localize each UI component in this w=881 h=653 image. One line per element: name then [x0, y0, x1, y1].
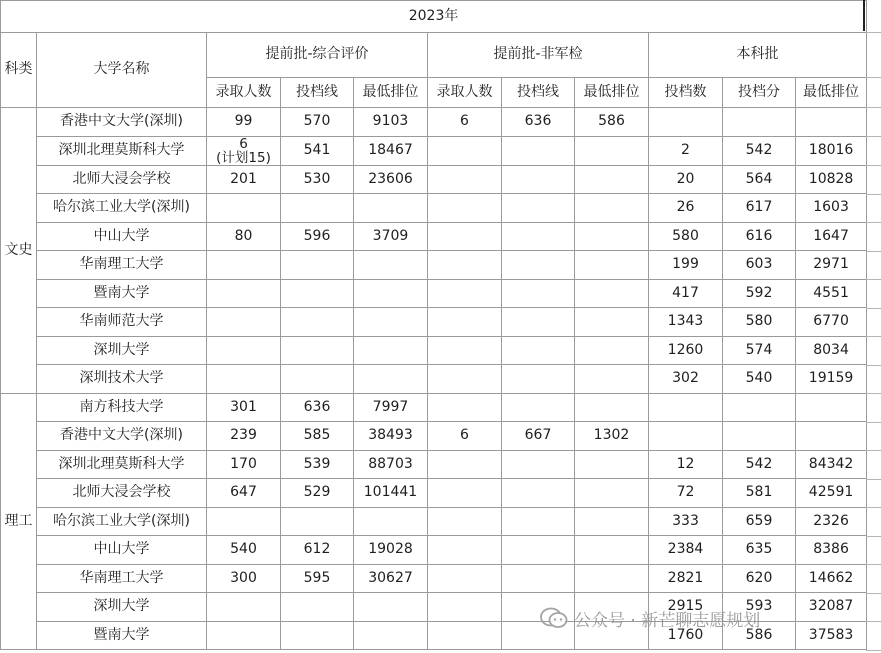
gridline — [866, 32, 881, 33]
table-cell — [796, 393, 867, 422]
table-cell: 19159 — [796, 365, 867, 394]
table-cell: 8386 — [796, 536, 867, 565]
subcol-header: 最低排位 — [575, 78, 649, 108]
table-cell: 636 — [502, 108, 575, 137]
table-cell: 603 — [723, 251, 796, 280]
table-cell: 239 — [207, 422, 281, 451]
gridline — [866, 393, 881, 394]
table-cell — [428, 222, 502, 251]
gridline — [866, 479, 881, 480]
table-cell: 667 — [502, 422, 575, 451]
university-name: 暨南大学 — [37, 621, 207, 650]
table-cell: 88703 — [354, 450, 428, 479]
table-cell: 1647 — [796, 222, 867, 251]
subcol-header: 投档分 — [723, 78, 796, 108]
table-cell — [207, 251, 281, 280]
table-cell: 581 — [723, 479, 796, 508]
table-cell — [428, 251, 502, 280]
table-cell — [207, 621, 281, 650]
gridline — [866, 593, 881, 594]
table-cell — [502, 308, 575, 337]
table-cell: 14662 — [796, 564, 867, 593]
table-cell: 636 — [281, 393, 354, 422]
table-cell — [575, 450, 649, 479]
watermark — [540, 600, 760, 636]
table-cell: 18467 — [354, 136, 428, 165]
table-cell: 19028 — [354, 536, 428, 565]
table-cell — [281, 336, 354, 365]
table-cell — [502, 507, 575, 536]
table-cell — [502, 336, 575, 365]
table-cell: 3709 — [354, 222, 428, 251]
gridline — [866, 77, 881, 78]
university-name: 哈尔滨工业大学(深圳) — [37, 507, 207, 536]
table-cell: 170 — [207, 450, 281, 479]
table-row — [1, 479, 867, 508]
table-cell: 201 — [207, 165, 281, 194]
table-cell — [502, 136, 575, 165]
table-cell — [207, 507, 281, 536]
table-cell — [281, 621, 354, 650]
table-cell: 101441 — [354, 479, 428, 508]
table-cell — [502, 279, 575, 308]
header-row-1 — [1, 33, 867, 78]
subcol-header: 投档数 — [649, 78, 723, 108]
table-cell — [575, 279, 649, 308]
table-cell — [354, 251, 428, 280]
table-cell — [207, 279, 281, 308]
table-cell — [502, 536, 575, 565]
table-cell: 2384 — [649, 536, 723, 565]
table-cell: 2971 — [796, 251, 867, 280]
table-cell: 72 — [649, 479, 723, 508]
table-row — [1, 536, 867, 565]
university-name: 深圳大学 — [37, 593, 207, 622]
table-cell — [502, 251, 575, 280]
table-cell: 12 — [649, 450, 723, 479]
table-cell: 540 — [723, 365, 796, 394]
table-row — [1, 365, 867, 394]
table-cell: 542 — [723, 136, 796, 165]
university-name: 哈尔滨工业大学(深圳) — [37, 194, 207, 223]
table-cell — [575, 251, 649, 280]
table-cell: 42591 — [796, 479, 867, 508]
table-row — [1, 165, 867, 194]
table-cell — [428, 564, 502, 593]
table-cell: 1603 — [796, 194, 867, 223]
table-cell — [575, 393, 649, 422]
table-cell — [354, 365, 428, 394]
table-row — [1, 564, 867, 593]
table-cell: 595 — [281, 564, 354, 593]
table-cell — [281, 365, 354, 394]
table-cell: 6770 — [796, 308, 867, 337]
table-cell — [575, 336, 649, 365]
table-cell — [428, 450, 502, 479]
table-overflow-edge — [866, 0, 881, 653]
gridline — [866, 308, 881, 309]
title-row — [1, 1, 867, 33]
gridline — [866, 536, 881, 537]
table-cell: 580 — [723, 308, 796, 337]
table-cell: 529 — [281, 479, 354, 508]
table-cell: 302 — [649, 365, 723, 394]
table-cell: 333 — [649, 507, 723, 536]
table-cell: 2915 — [649, 593, 723, 622]
gridline — [866, 507, 881, 508]
table-cell — [281, 251, 354, 280]
table-cell — [723, 393, 796, 422]
table-row — [1, 308, 867, 337]
table-cell: 542 — [723, 450, 796, 479]
table-cell — [428, 593, 502, 622]
subcol-header: 录取人数 — [207, 78, 281, 108]
table-cell: 8034 — [796, 336, 867, 365]
table-cell: 9103 — [354, 108, 428, 137]
table-cell: 592 — [723, 279, 796, 308]
university-name: 北师大浸会学校 — [37, 165, 207, 194]
subject-header: 科类 — [1, 33, 37, 108]
table-cell: 616 — [723, 222, 796, 251]
table-row — [1, 393, 867, 422]
table-cell — [502, 222, 575, 251]
university-header: 大学名称 — [37, 33, 207, 108]
table-cell: 99 — [207, 108, 281, 137]
table-cell — [354, 507, 428, 536]
table-cell — [575, 365, 649, 394]
table-cell — [428, 393, 502, 422]
table-cell: 1302 — [575, 422, 649, 451]
gridline — [866, 365, 881, 366]
gridline — [866, 251, 881, 252]
table-cell — [575, 194, 649, 223]
subcol-header: 最低排位 — [354, 78, 428, 108]
table-row — [1, 222, 867, 251]
table-cell: 23606 — [354, 165, 428, 194]
table-cell — [575, 507, 649, 536]
table-row — [1, 279, 867, 308]
university-name: 香港中文大学(深圳) — [37, 422, 207, 451]
table-row — [1, 194, 867, 223]
university-name: 北师大浸会学校 — [37, 479, 207, 508]
table-cell: 585 — [281, 422, 354, 451]
table-cell — [207, 194, 281, 223]
table-cell: 617 — [723, 194, 796, 223]
table-cell — [575, 222, 649, 251]
subcol-header: 录取人数 — [428, 78, 502, 108]
table-cell: 6 — [428, 422, 502, 451]
table-cell: 540 — [207, 536, 281, 565]
gridline — [866, 422, 881, 423]
table-cell — [428, 365, 502, 394]
group-header-comprehensive: 提前批-综合评价 — [207, 33, 428, 78]
watermark-text: 公众号 · 新芒聊志愿规划 — [574, 610, 761, 631]
university-name: 南方科技大学 — [37, 393, 207, 422]
university-name: 深圳北理莫斯科大学 — [37, 450, 207, 479]
table-cell: 620 — [723, 564, 796, 593]
gridline — [866, 564, 881, 565]
table-cell — [207, 365, 281, 394]
table-cell — [428, 479, 502, 508]
university-name: 华南理工大学 — [37, 564, 207, 593]
university-name: 华南理工大学 — [37, 251, 207, 280]
table-cell: 539 — [281, 450, 354, 479]
table-cell — [207, 308, 281, 337]
table-cell — [428, 136, 502, 165]
table-cell — [354, 308, 428, 337]
table-cell: 32087 — [796, 593, 867, 622]
table-cell: 2821 — [649, 564, 723, 593]
table-cell: 18016 — [796, 136, 867, 165]
table-cell: 593 — [723, 593, 796, 622]
university-name: 深圳大学 — [37, 336, 207, 365]
table-cell — [502, 479, 575, 508]
table-row — [1, 108, 867, 137]
table-cell — [354, 593, 428, 622]
table-cell — [354, 336, 428, 365]
table-cell — [428, 336, 502, 365]
table-cell — [502, 194, 575, 223]
table-cell — [502, 365, 575, 394]
table-cell — [354, 621, 428, 650]
gridline — [866, 336, 881, 337]
table-cell: 570 — [281, 108, 354, 137]
table-cell: 38493 — [354, 422, 428, 451]
table-cell: 586 — [723, 621, 796, 650]
university-name: 中山大学 — [37, 222, 207, 251]
university-name: 深圳北理莫斯科大学 — [37, 136, 207, 165]
table-row — [1, 422, 867, 451]
table-cell: 574 — [723, 336, 796, 365]
table-cell — [207, 593, 281, 622]
table-cell: 20 — [649, 165, 723, 194]
table-cell — [354, 279, 428, 308]
gridline — [866, 107, 881, 108]
table-cell: 30627 — [354, 564, 428, 593]
gridline — [866, 650, 881, 651]
table-cell: 26 — [649, 194, 723, 223]
table-cell: 580 — [649, 222, 723, 251]
table-cell: 6 — [428, 108, 502, 137]
table-cell — [502, 393, 575, 422]
table-cell — [649, 393, 723, 422]
table-cell: 80 — [207, 222, 281, 251]
table-cell — [428, 536, 502, 565]
table-cell — [428, 194, 502, 223]
table-cell — [575, 536, 649, 565]
table-cell — [575, 479, 649, 508]
table-cell: 541 — [281, 136, 354, 165]
table-cell — [575, 308, 649, 337]
table-cell: 2326 — [796, 507, 867, 536]
table-cell — [281, 194, 354, 223]
table-cell — [428, 279, 502, 308]
table-cell — [502, 165, 575, 194]
table-cell — [649, 422, 723, 451]
edge-line — [863, 0, 865, 31]
table-cell — [428, 507, 502, 536]
table-cell — [354, 194, 428, 223]
subcol-header: 最低排位 — [796, 78, 867, 108]
university-name: 华南师范大学 — [37, 308, 207, 337]
table-cell — [723, 422, 796, 451]
university-name: 中山大学 — [37, 536, 207, 565]
subcol-header: 投档线 — [502, 78, 575, 108]
table-cell: 659 — [723, 507, 796, 536]
table-cell — [428, 308, 502, 337]
table-cell — [796, 108, 867, 137]
gridline — [866, 450, 881, 451]
subject-category: 文史 — [1, 108, 37, 394]
table-row — [1, 336, 867, 365]
table-cell: 6 (计划15) — [207, 136, 281, 165]
wechat-channel-icon — [540, 606, 568, 630]
gridline — [866, 194, 881, 195]
table-cell: 10828 — [796, 165, 867, 194]
table-cell: 84342 — [796, 450, 867, 479]
gridline — [866, 222, 881, 223]
gridline — [866, 279, 881, 280]
table-cell: 635 — [723, 536, 796, 565]
university-name: 香港中文大学(深圳) — [37, 108, 207, 137]
table-row — [1, 136, 867, 165]
table-cell: 647 — [207, 479, 281, 508]
table-cell — [281, 507, 354, 536]
table-cell: 586 — [575, 108, 649, 137]
table-cell — [281, 593, 354, 622]
table-cell: 300 — [207, 564, 281, 593]
university-name: 深圳技术大学 — [37, 365, 207, 394]
table-row — [1, 251, 867, 280]
table-cell — [575, 165, 649, 194]
table-cell — [796, 422, 867, 451]
table-cell: 612 — [281, 536, 354, 565]
table-cell: 301 — [207, 393, 281, 422]
table-row — [1, 507, 867, 536]
table-cell — [575, 564, 649, 593]
table-cell: 199 — [649, 251, 723, 280]
table-body — [1, 1, 867, 650]
table-cell: 530 — [281, 165, 354, 194]
table-cell: 596 — [281, 222, 354, 251]
table-cell: 1760 — [649, 621, 723, 650]
table-cell — [281, 279, 354, 308]
table-cell: 1260 — [649, 336, 723, 365]
table-cell — [281, 308, 354, 337]
table-cell: 564 — [723, 165, 796, 194]
table-cell: 417 — [649, 279, 723, 308]
table-cell — [723, 108, 796, 137]
group-header-non-military: 提前批-非军检 — [428, 33, 649, 78]
table-cell: 7997 — [354, 393, 428, 422]
table-cell: 1343 — [649, 308, 723, 337]
table-cell — [428, 165, 502, 194]
table-cell — [207, 336, 281, 365]
table-cell — [502, 450, 575, 479]
gridline — [866, 165, 881, 166]
university-name: 暨南大学 — [37, 279, 207, 308]
subject-category: 理工 — [1, 393, 37, 650]
table-cell — [649, 108, 723, 137]
table-cell: 4551 — [796, 279, 867, 308]
table-cell: 2 — [649, 136, 723, 165]
table-cell: 37583 — [796, 621, 867, 650]
group-header-undergrad: 本科批 — [649, 33, 867, 78]
table-cell — [428, 621, 502, 650]
table-row — [1, 450, 867, 479]
year-title: 2023年 — [1, 1, 867, 33]
table-cell — [575, 136, 649, 165]
gridline — [866, 621, 881, 622]
table-cell — [502, 564, 575, 593]
subcol-header: 投档线 — [281, 78, 354, 108]
gridline — [866, 136, 881, 137]
